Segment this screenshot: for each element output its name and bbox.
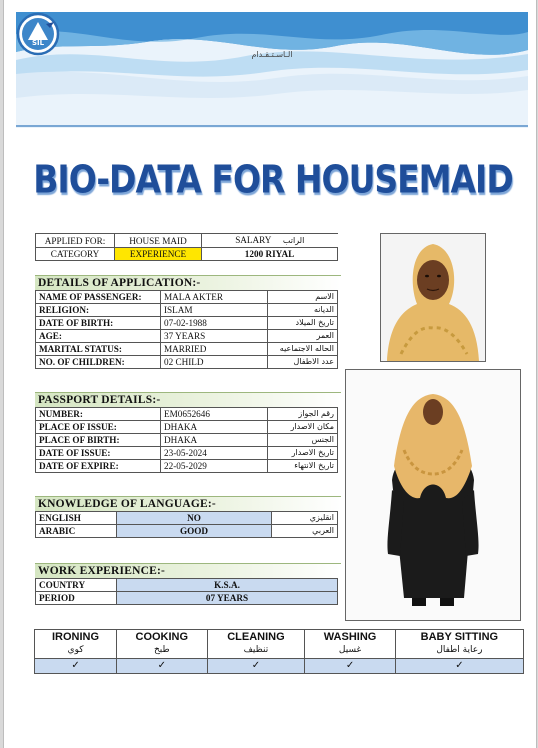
detail-label-ar: عدد الاطفال <box>268 356 338 369</box>
skill-label: WASHING <box>323 631 377 643</box>
detail-label-ar: تاريخ الميلاد <box>268 317 338 330</box>
period-value: 07 YEARS <box>117 592 338 605</box>
category-value: EXPERIENCE <box>115 248 202 261</box>
applied-for-table <box>35 233 338 261</box>
detail-label: PLACE OF ISSUE: <box>36 421 161 434</box>
language-heading: KNOWLEDGE OF LANGUAGE:- <box>35 496 341 511</box>
logo-badge: SIL <box>31 39 45 47</box>
detail-label-ar: العمر <box>268 330 338 343</box>
detail-label-ar: الحاله الاجتماعيه <box>268 343 338 356</box>
language-table <box>35 511 338 538</box>
detail-label: DATE OF BIRTH: <box>36 317 161 330</box>
language-row-english <box>36 512 338 525</box>
detail-row <box>36 434 338 447</box>
passport-table <box>35 407 338 473</box>
detail-label-ar: رقم الجواز <box>268 408 338 421</box>
period-label: PERIOD <box>36 592 117 605</box>
skill-label: IRONING <box>52 631 100 643</box>
skill-check-icon: ✓ <box>395 659 523 674</box>
detail-value: MALA AKTER <box>161 291 268 304</box>
passport-heading: PASSPORT DETAILS:- <box>35 392 341 407</box>
skill-label-ar: تنظيف <box>243 645 269 655</box>
detail-label: PLACE OF BIRTH: <box>36 434 161 447</box>
language-label-ar: انقليزي <box>272 512 338 525</box>
salary-label <box>202 234 338 248</box>
skill-check-icon: ✓ <box>207 659 305 674</box>
skill-label: BABY SITTING <box>420 631 499 643</box>
detail-label-ar: الاسم <box>268 291 338 304</box>
portrait-image <box>381 234 485 361</box>
detail-label: NAME OF PASSENGER: <box>36 291 161 304</box>
language-row-arabic <box>36 525 338 538</box>
skill-label-ar: غسيل <box>338 645 362 655</box>
skill-label: COOKING <box>135 631 189 643</box>
experience-table <box>35 578 338 605</box>
document-page <box>3 0 537 748</box>
detail-value: 37 YEARS <box>161 330 268 343</box>
detail-label-ar: تاريخ الانتهاء <box>268 460 338 473</box>
full-body-photo <box>345 369 521 621</box>
detail-value: EM0652646 <box>161 408 268 421</box>
detail-row <box>36 304 338 317</box>
detail-row <box>36 408 338 421</box>
language-label-ar: العربي <box>272 525 338 538</box>
logo-text: الـاسـتـقـدام <box>251 50 293 59</box>
page-title: BIO-DATA FOR HOUSEMAID <box>33 157 513 202</box>
detail-label: MARITAL STATUS: <box>36 343 161 356</box>
skill-header <box>395 630 523 659</box>
skill-check-icon: ✓ <box>35 659 117 674</box>
detail-label: DATE OF EXPIRE: <box>36 460 161 473</box>
detail-label-ar: الجنس <box>268 434 338 447</box>
company-logo-icon <box>16 12 60 56</box>
salary-label-en: SALARY <box>235 235 272 245</box>
detail-label: AGE: <box>36 330 161 343</box>
detail-row <box>36 291 338 304</box>
application-heading: DETAILS OF APPLICATION:- <box>35 275 341 290</box>
skill-header <box>117 630 207 659</box>
country-value: K.S.A. <box>117 579 338 592</box>
application-table <box>35 290 338 369</box>
detail-label: DATE OF ISSUE: <box>36 447 161 460</box>
skill-label: CLEANING <box>227 631 285 643</box>
category-label: CATEGORY <box>36 248 115 261</box>
detail-value: 22-05-2029 <box>161 460 268 473</box>
detail-value: DHAKA <box>161 421 268 434</box>
detail-label-ar: الديانه <box>268 304 338 317</box>
detail-row <box>36 460 338 473</box>
detail-value: DHAKA <box>161 434 268 447</box>
detail-label: NO. OF CHILDREN: <box>36 356 161 369</box>
salary-value: 1200 RIYAL <box>202 248 338 261</box>
skill-check-icon: ✓ <box>305 659 395 674</box>
full-body-image <box>346 370 520 620</box>
detail-value: 07-02-1988 <box>161 317 268 330</box>
portrait-photo <box>380 233 486 362</box>
skill-label-ar: طبخ <box>153 645 170 655</box>
detail-label-ar: تاريخ الاصدار <box>268 447 338 460</box>
wave-background <box>16 12 528 128</box>
language-label: ENGLISH <box>36 512 117 525</box>
skill-label-ar: رعاية اطفال <box>436 645 483 655</box>
detail-row <box>36 421 338 434</box>
skill-check-icon: ✓ <box>117 659 207 674</box>
detail-label: NUMBER: <box>36 408 161 421</box>
salary-label-ar: الراتب <box>282 236 305 245</box>
skill-label-ar: كوي <box>67 645 84 655</box>
detail-value: MARRIED <box>161 343 268 356</box>
detail-label: RELIGION: <box>36 304 161 317</box>
experience-heading: WORK EXPERIENCE:- <box>35 563 341 578</box>
skill-header <box>207 630 305 659</box>
applied-value: HOUSE MAID <box>115 234 202 248</box>
language-label: ARABIC <box>36 525 117 538</box>
detail-row <box>36 447 338 460</box>
applied-label: APPLIED FOR: <box>36 234 115 248</box>
detail-value: 02 CHILD <box>161 356 268 369</box>
detail-row <box>36 330 338 343</box>
header-banner <box>16 12 528 128</box>
language-value: NO <box>117 512 272 525</box>
skill-header <box>35 630 117 659</box>
detail-row <box>36 356 338 369</box>
skill-header <box>305 630 395 659</box>
detail-value: 23-05-2024 <box>161 447 268 460</box>
detail-row <box>36 317 338 330</box>
detail-row <box>36 343 338 356</box>
detail-value: ISLAM <box>161 304 268 317</box>
detail-label-ar: مكان الاصدار <box>268 421 338 434</box>
country-label: COUNTRY <box>36 579 117 592</box>
language-value: GOOD <box>117 525 272 538</box>
work-skills-table <box>34 629 524 674</box>
